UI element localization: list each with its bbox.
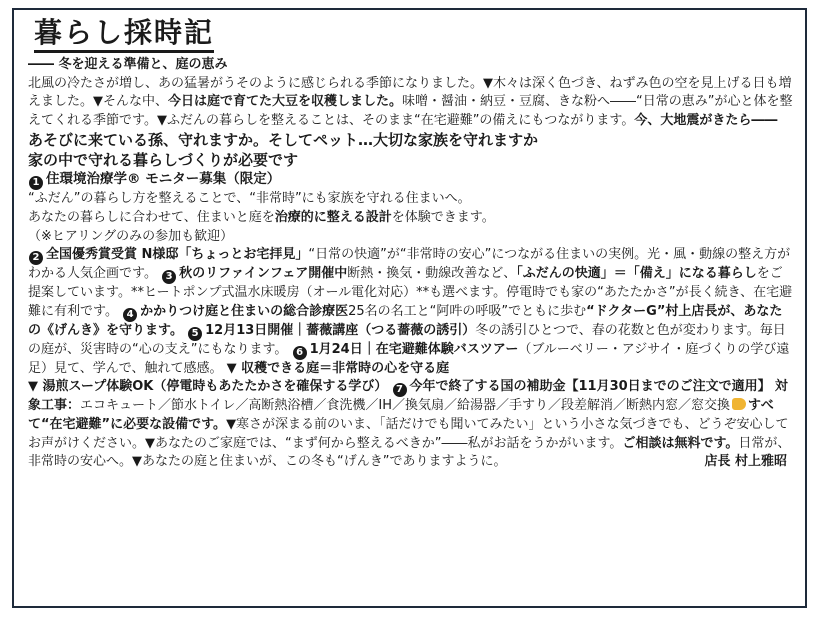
subsidy-block bbox=[28, 378, 793, 471]
newsletter-panel bbox=[12, 8, 807, 608]
item-3-heading: 秋のリファインフェア開催中 bbox=[179, 266, 348, 282]
item-1-line-2a: あなたの暮らしに合わせて、住まいと庭を bbox=[28, 209, 275, 225]
item-5-heading: 12月13日開催｜薔薇講座（つる薔薇の誘引） bbox=[205, 322, 476, 338]
item-6-bold: ▼ 収穫できる庭＝非常時の心を守る庭 bbox=[226, 360, 450, 376]
subtitle: ―― 冬を迎える準備と、庭の恵み bbox=[28, 57, 228, 72]
intro-text-2: 味噌・醤油・納豆・豆腐、きな粉へ――“日常の恵み”が心と体を整えてくれる季節です。▼ふだんの暮らしを整えることは、そのまま“在宅避難”の備えにもつながります。 bbox=[28, 94, 793, 128]
item-5-number: 5 bbox=[188, 327, 202, 341]
item-5-text: 冬の誘引ひとつで、春の花数と色が変わります。毎日の庭が、災害時の“心の支え”にもなります。 bbox=[28, 322, 786, 357]
closing-text-2: 日常が、非常時の安心へ。▼あなたの庭と住まいが、この冬も“げんき”でありますように。 bbox=[28, 435, 791, 470]
item-2-number: 2 bbox=[29, 251, 43, 265]
headline-2: 家の中で守れる暮らしづくりが必要です bbox=[28, 151, 299, 170]
item-1-line-2c: を体験できます。 bbox=[391, 209, 495, 225]
item-7-bold: すべて“在宅避難”に必要な設備です。 bbox=[28, 398, 774, 432]
item-4-text: 25名の名工と“阿吽の呼吸”でともに歩む bbox=[348, 303, 587, 319]
item-4-heading: かかりつけ庭と住まいの総合診療医 bbox=[140, 303, 349, 319]
item-6-number: 6 bbox=[293, 346, 307, 360]
item-4-number: 4 bbox=[123, 308, 137, 322]
item-2-heading: 全国優秀賞受賞 N様邸「ちょっとお宅拝見」 bbox=[46, 247, 309, 263]
body-block bbox=[28, 246, 793, 378]
headline-1: あそびに来ている孫、守れますか。そしてペット…大切な家族を守れますか bbox=[28, 131, 539, 150]
signature: 店長 村上雅昭 bbox=[704, 454, 787, 470]
item-1-line-2b: 治療的に整える設計 bbox=[274, 209, 392, 225]
soup-note: ▼ 湯煎スープ体験OK（停電時もあたたかさを確保する学び） bbox=[28, 379, 388, 395]
item-1-line-2 bbox=[28, 209, 793, 228]
pointing-hand-icon bbox=[732, 398, 746, 410]
item-3-number: 3 bbox=[162, 270, 176, 284]
closing-text-1: ▼寒さが深まる前のいま、「話だけでも聞いてみたい」という小さな気づきでも、どうぞ安心してお声がけください。▼あなたのご家庭では、“まず何から整えるべきか”――私がお話をうかがいます。 bbox=[28, 416, 789, 451]
intro-bold-2: 今、大地震がきたら―― bbox=[634, 112, 778, 128]
item-1-number: 1 bbox=[29, 176, 43, 190]
item-6-heading: 1月24日｜在宅避難体験バスツアー bbox=[309, 341, 519, 357]
page-title: 暮らし採時記 bbox=[34, 16, 214, 53]
item-4-bold: “ドクターG”村上店長が、あなたの《げんき》を守ります。 bbox=[28, 303, 783, 338]
intro-bold-1: 今日は庭で育てた大豆を収穫しました。 bbox=[168, 94, 403, 110]
closing-bold: ご相談は無料です。 bbox=[622, 435, 739, 451]
item-1-line-3: （※ヒアリングのみの参加も歓迎） bbox=[28, 228, 234, 244]
item-7-heading: 今年で終了する国の補助金【11月30日までのご注文で適用】 bbox=[409, 379, 771, 395]
item-3-text-1: 断熱・換気・動線改善など、 bbox=[347, 266, 517, 282]
item-3-text-2: をご提案しています。**ヒートポンプ式温水床暖房（オール電化対応）**も選べます。停電時でも家の“あたたかさ”が長く続き、在宅避難に有利です。 bbox=[28, 266, 793, 319]
item-3-bold: 「ふだんの快適」＝「備え」になる暮らし bbox=[516, 266, 757, 282]
intro-paragraph bbox=[28, 75, 793, 131]
item-1 bbox=[28, 170, 793, 190]
item-1-line-1: “ふだん”の暮らし方を整えることで、“非常時”にも家族を守れる住まいへ。 bbox=[28, 191, 471, 207]
item-7-number: 7 bbox=[393, 383, 407, 397]
intro-text-1: 北風の冷たさが増し、あの猛暑がうそのように感じられる季節になりました。▼木々は深く色づき、ねずみ色の空を見上げる日も増えました。▼そんな中、 bbox=[28, 75, 792, 110]
item-7-text: エコキュート／節水トイレ／高断熱浴槽／食洗機／IH／換気扇／給湯器／手すり／段差解消／断熱内窓／窓交換 bbox=[80, 398, 730, 414]
item-7-label: 対象工事： bbox=[28, 379, 788, 414]
item-2-text: “日常の快適”が“非常時の安心”につながる住まいの実例。光・風・動線の整え方がわかる人気企画です。 bbox=[28, 247, 791, 282]
item-1-heading: 住環境治療学® モニター募集（限定） bbox=[46, 171, 281, 188]
item-6-text: （ブルーベリー・アジサイ・庭づくりの学び遠足）見て、学んで、触れて感感。 bbox=[28, 341, 790, 376]
